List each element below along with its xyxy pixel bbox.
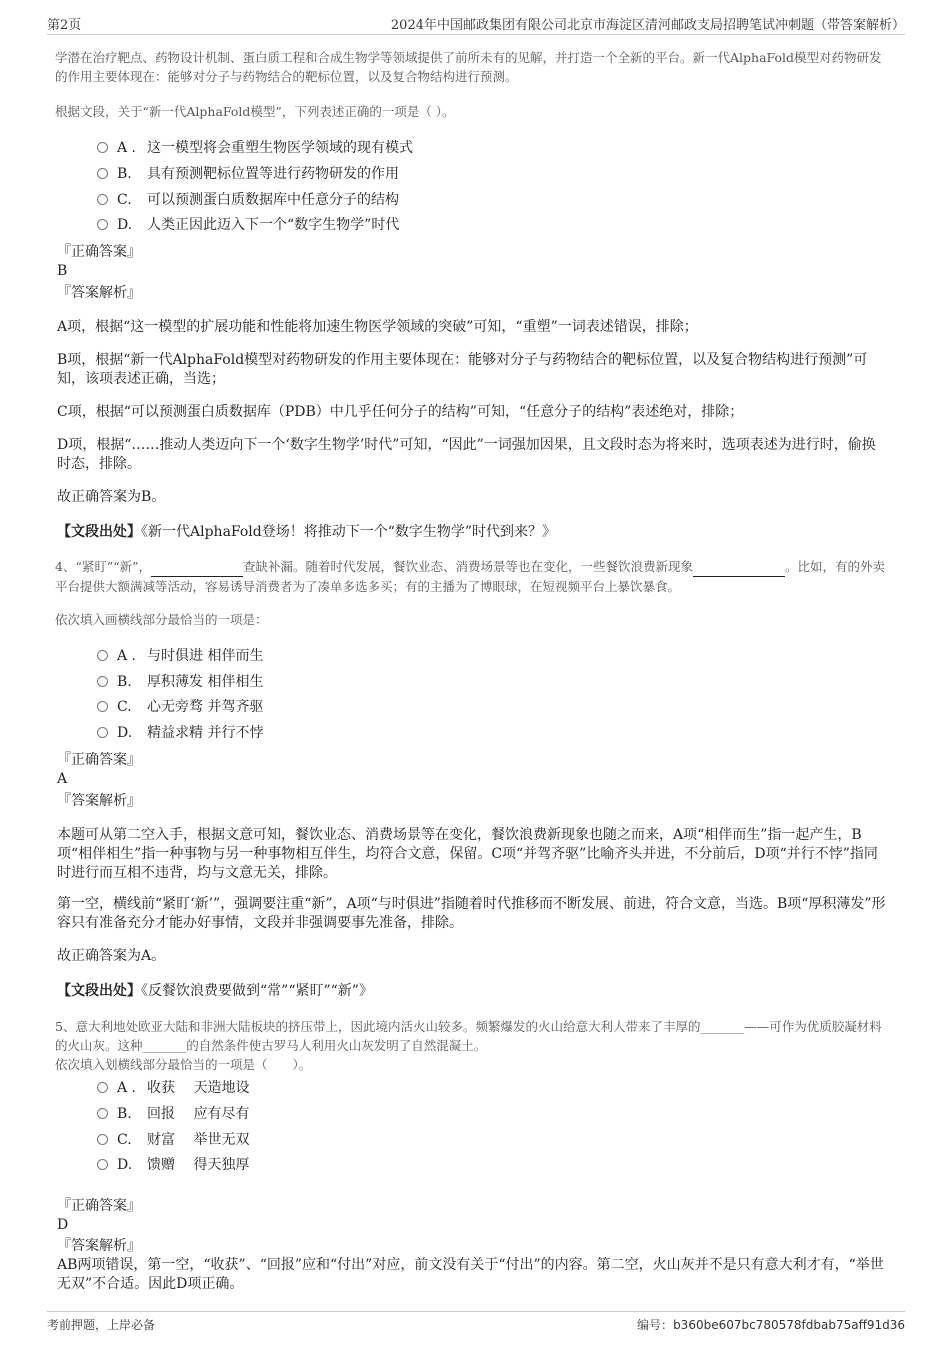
radio-icon[interactable] bbox=[97, 1134, 108, 1145]
q5-option-c[interactable]: C. 财富 举世无双 bbox=[97, 1130, 249, 1150]
q3-analysis-c: C项，根据“可以预测蛋白质数据库（PDB）中几乎任何分子的结构”可知，“任意分子的结构”表述绝对，排除； bbox=[57, 404, 744, 420]
q4-answer-label: 『正确答案』 bbox=[57, 752, 141, 768]
q3-option-c[interactable]: C. 可以预测蛋白质数据库中任意分子的结构 bbox=[97, 190, 399, 210]
q5-analysis-label: 『答案解析』 bbox=[57, 1238, 141, 1254]
q5-option-b[interactable]: B. 回报 应有尽有 bbox=[97, 1104, 249, 1124]
q5-stem: 5、意大利地处欧亚大陆和非洲大陆板块的挤压带上，因此境内活火山较多。频繁爆发的火山给意大利人带来了丰厚的_______——可作为优质胶凝材料的火山灰。这种_______的自然条件使古罗马人利用火山灰发明了自然混凝土。 bbox=[55, 1019, 882, 1053]
q3-answer: B bbox=[57, 263, 68, 279]
q3-conclusion: 故正确答案为B。 bbox=[57, 489, 166, 505]
q4-option-d[interactable]: D. 精益求精 并行不悖 bbox=[97, 723, 263, 743]
blank-line bbox=[693, 557, 785, 577]
q3-analysis-d: D项，根据“……推动人类迈向下一个‘数字生物学’时代”可知，“因此”一词强加因果，且文段时态为将来时，选项表述为进行时，偷换时态，排除。 bbox=[57, 437, 876, 472]
q5-option-a[interactable]: A . 收获 天造地设 bbox=[97, 1078, 249, 1098]
q3-option-d[interactable]: D. 人类正因此迈入下一个“数字生物学”时代 bbox=[97, 215, 399, 235]
radio-icon[interactable] bbox=[97, 1108, 108, 1119]
radio-icon[interactable] bbox=[97, 194, 108, 205]
q5-prompt: 依次填入划横线部分最恰当的一项是（ ）。 bbox=[55, 1057, 312, 1072]
q3-answer-label: 『正确答案』 bbox=[57, 244, 141, 260]
q4-analysis-2: 第一空，横线前“紧盯‘新’”，强调要注重“新”，A项“与时俱进”指随着时代推移而不断发展、前进，符合文意，当选。B项“厚积薄发”形容只有准备充分才能办好事情，文段并非强调要事先准备，排除。 bbox=[57, 896, 886, 931]
q3-analysis-a: A项，根据“这一模型的扩展功能和性能将加速生物医学领域的突破”可知，“重塑”一词表述错误，排除； bbox=[57, 319, 698, 335]
q4-prompt: 依次填入画横线部分最恰当的一项是： bbox=[55, 612, 268, 627]
radio-icon[interactable] bbox=[97, 727, 108, 738]
radio-icon[interactable] bbox=[97, 219, 108, 230]
page-footer bbox=[47, 1311, 905, 1338]
radio-icon[interactable] bbox=[97, 1082, 108, 1093]
page-number: 第2页 bbox=[47, 18, 82, 33]
q3-option-a[interactable]: A . 这一模型将会重塑生物医学领域的现有模式 bbox=[97, 138, 413, 158]
q4-option-c[interactable]: C. 心无旁骛 并驾齐驱 bbox=[97, 697, 263, 717]
radio-icon[interactable] bbox=[97, 650, 108, 661]
radio-icon[interactable] bbox=[97, 1159, 108, 1170]
radio-icon[interactable] bbox=[97, 676, 108, 687]
q3-stem: 根据文段，关于“新一代AlphaFold模型”，下列表述正确的一项是（ ）。 bbox=[55, 104, 455, 119]
document-code: 编号：b360be607bc780578fdbab75aff91d36 bbox=[637, 1318, 905, 1332]
radio-icon[interactable] bbox=[97, 142, 108, 153]
footer-slogan: 考前押题，上岸必备 bbox=[47, 1318, 156, 1332]
q3-passage: 学潜在治疗靶点、药物设计机制、蛋白质工程和合成生物学等领域提供了前所未有的见解，并打造一个全新的平台。新一代AlphaFold模型对药物研发的作用主要体现在：能够对分子与药物结合的靶标位置，以及复合物结构进行预测。 bbox=[55, 50, 882, 84]
radio-icon[interactable] bbox=[97, 168, 108, 179]
page-header bbox=[47, 14, 905, 35]
q4-option-a[interactable]: A . 与时俱进 相伴而生 bbox=[97, 646, 263, 666]
q3-source: 【文段出处】《新一代AlphaFold登场！将推动下一个“数字生物学”时代到来？》 bbox=[57, 524, 557, 540]
q5-option-d[interactable]: D. 馈赠 得天独厚 bbox=[97, 1155, 249, 1175]
q4-option-b[interactable]: B. 厚积薄发 相伴相生 bbox=[97, 672, 263, 692]
q5-analysis: AB两项错误，第一空，“收获”、“回报”应和“付出”对应，前文没有关于“付出”的内容。第二空，火山灰并不是只有意大利才有，“举世无双”不合适。因此D项正确。 bbox=[57, 1257, 884, 1292]
q3-option-b[interactable]: B. 具有预测靶标位置等进行药物研发的作用 bbox=[97, 164, 399, 184]
q4-source: 【文段出处】《反餐饮浪费要做到“常”“紧盯”“新”》 bbox=[57, 983, 373, 999]
q4-analysis-label: 『答案解析』 bbox=[57, 793, 141, 809]
q5-answer: D bbox=[57, 1217, 69, 1233]
q4-answer: A bbox=[57, 771, 68, 787]
q3-analysis-label: 『答案解析』 bbox=[57, 285, 141, 301]
q4-stem: 4、“紧盯”“新”， 查缺补漏。随着时代发展，餐饮业态、消费场景等也在变化，一些餐饮浪费新现象 。比如，有的外卖平台提供大额满减等活动，容易诱导消费者为了凑单多选多买；有的主播为了博眼球，在短视频平台上暴饮暴食。 bbox=[55, 559, 886, 594]
q5-answer-label: 『正确答案』 bbox=[57, 1198, 141, 1214]
q3-analysis-b: B项，根据“新一代AlphaFold模型对药物研发的作用主要体现在：能够对分子与药物结合的靶标位置，以及复合物结构进行预测”可知，该项表述正确，当选； bbox=[57, 352, 868, 387]
q4-conclusion: 故正确答案为A。 bbox=[57, 948, 166, 964]
radio-icon[interactable] bbox=[97, 701, 108, 712]
document-title: 2024年中国邮政集团有限公司北京市海淀区清河邮政支局招聘笔试冲刺题（带答案解析） bbox=[390, 18, 905, 33]
q4-analysis-1: 本题可从第二空入手，根据文意可知，餐饮业态、消费场景等在变化，餐饮浪费新现象也随之而来，A项“相伴而生”指一起产生，B项“相伴相生”指一种事物与另一种事物相互伴生，均符合文意，保留。C项“并驾齐驱”比喻齐头并进，不分前后，D项“并行不悖”指同时进行而互相不违背，均与文意无关，排除。 bbox=[57, 827, 878, 881]
blank-line bbox=[151, 557, 243, 577]
